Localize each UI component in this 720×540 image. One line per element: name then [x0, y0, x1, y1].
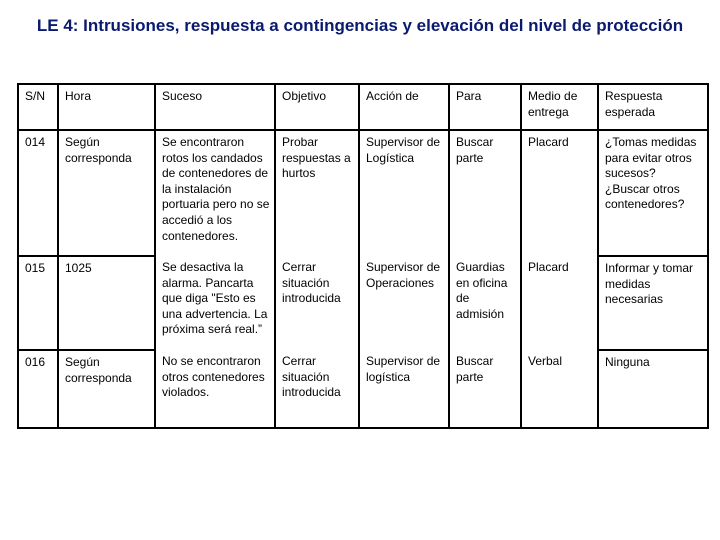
cell-hora: Según corresponda — [58, 350, 155, 428]
cell-respuesta: ¿Tomas medidas para evitar otros sucesos? ¿Buscar otros contenedores? — [598, 130, 708, 256]
cell-para: Buscar parte — [449, 130, 521, 256]
table-row — [18, 130, 708, 256]
cell-sn: 015 — [18, 256, 58, 350]
header-accion: Acción de — [359, 84, 449, 130]
header-row — [18, 84, 708, 130]
cell-suceso: Se desactiva la alarma. Pancarta que diga "Esto es una advertencia. La próxima será real.” — [155, 256, 275, 350]
cell-respuesta: Ninguna — [598, 350, 708, 428]
cell-sn: 014 — [18, 130, 58, 256]
cell-hora: 1025 — [58, 256, 155, 350]
cell-hora: Según corresponda — [58, 130, 155, 256]
cell-medio: Placard — [521, 130, 598, 256]
header-sn: S/N — [18, 84, 58, 130]
cell-suceso: No se encontraron otros contenedores violados. — [155, 350, 275, 428]
header-objetivo: Objetivo — [275, 84, 359, 130]
exercise-table — [17, 83, 709, 429]
cell-medio: Verbal — [521, 350, 598, 428]
table-row — [18, 350, 708, 428]
header-respuesta: Respuesta esperada — [598, 84, 708, 130]
cell-para: Guardias en oficina de admisión — [449, 256, 521, 350]
table-row — [18, 256, 708, 350]
header-hora: Hora — [58, 84, 155, 130]
header-para: Para — [449, 84, 521, 130]
cell-sn: 016 — [18, 350, 58, 428]
cell-objetivo: Probar respuestas a hurtos — [275, 130, 359, 256]
cell-respuesta: Informar y tomar medidas necesarias — [598, 256, 708, 350]
header-suceso: Suceso — [155, 84, 275, 130]
cell-medio: Placard — [521, 256, 598, 350]
cell-para: Buscar parte — [449, 350, 521, 428]
cell-objetivo: Cerrar situación introducida — [275, 350, 359, 428]
cell-accion: Supervisor de Operaciones — [359, 256, 449, 350]
cell-accion: Supervisor de Logística — [359, 130, 449, 256]
cell-suceso: Se encontraron rotos los candados de contenedores de la instalación portuaria pero no se accedió a los contenedores. — [155, 130, 275, 256]
page-title: LE 4: Intrusiones, respuesta a contingencias y elevación del nivel de protección — [36, 16, 684, 35]
header-medio: Medio de entrega — [521, 84, 598, 130]
cell-objetivo: Cerrar situación introducida — [275, 256, 359, 350]
cell-accion: Supervisor de logística — [359, 350, 449, 428]
